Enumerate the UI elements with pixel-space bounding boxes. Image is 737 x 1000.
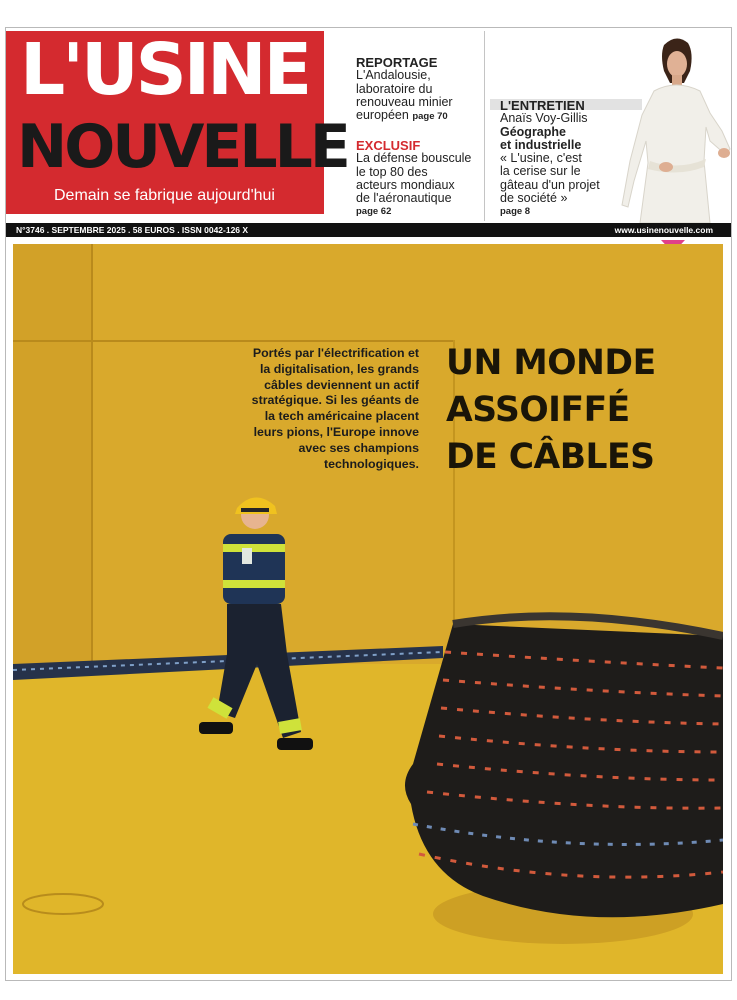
teaser-entretien[interactable] [500,99,625,219]
wall-panel [13,244,91,664]
intro-line: la digitalisation, les grands [259,361,419,376]
intro-line: technologiques. [324,456,419,471]
headline-line: DE CÂBLES [446,437,655,477]
intro-line: stratégique. Si les géants de [251,393,419,408]
teaser-line: renouveau minier [356,94,453,109]
teaser-line: de l'aéronautique [356,191,452,206]
hand-shape [659,162,673,172]
interviewee-role: et industrielle [500,137,582,152]
issue-details: N°3746 . SEPTEMBRE 2025 . 58 EUROS . ISSN 0042-126 X [16,225,249,235]
intro-line: Portés par l'électrification et [252,346,419,360]
logo-line-1: L'USINE [20,28,310,111]
intro-line: avec ses champions [298,440,419,455]
page-reference: page 62 [356,206,392,218]
intro-line: câbles deviennent un actif [264,377,419,392]
hand-shape [718,148,730,158]
cable-coil [405,616,723,917]
quote-line: gâteau d'un projet [500,177,600,192]
cover-photo[interactable] [13,244,723,974]
page-reference: page 8 [500,206,531,218]
page-reference: page 70 [412,111,448,123]
teaser-line: laboratoire du [356,81,433,96]
teaser-reportage[interactable] [356,56,481,123]
face-shape [667,51,687,77]
masthead-logo[interactable] [6,28,348,214]
interviewee-name: Anaïs Voy-Gillis [500,111,588,126]
dress-shape [622,85,730,223]
teaser-kicker: REPORTAGE [356,55,438,70]
teaser-kicker: EXCLUSIF [356,138,421,153]
quote-line: la cerise sur le [500,164,581,179]
intro-line: leurs pions, l'Europe innove [253,424,419,439]
cover-headline[interactable] [446,340,656,481]
teaser-line: L'Andalousie, [356,68,431,83]
tagline: Demain se fabrique aujourd'hui [54,187,275,204]
teaser-line: La défense bouscule [356,151,472,166]
website-link[interactable]: www.usinenouvelle.com [614,225,713,235]
intro-line: la tech américaine placent [264,409,419,424]
interviewee-role: Géographe [500,124,566,139]
column-divider [484,31,485,221]
headline-line: UN MONDE [446,343,656,383]
teaser-line: européen [356,108,409,123]
quote-line: de société » [500,191,568,206]
interviewee-portrait[interactable] [618,31,731,223]
quote-line: « L'usine, c'est [500,151,582,166]
teaser-kicker: L'ENTRETIEN [500,98,585,113]
wall-seam [91,244,93,664]
teaser-line: le top 80 des [356,164,428,179]
logo-line-2: NOUVELLE [17,112,348,182]
headline-line: ASSOIFFÉ [446,390,630,430]
issue-info-bar [6,223,731,237]
teaser-line: acteurs mondiaux [356,177,455,192]
wall-seam [13,340,453,342]
cover-intro [241,346,419,472]
teaser-exclusif[interactable] [356,139,481,219]
